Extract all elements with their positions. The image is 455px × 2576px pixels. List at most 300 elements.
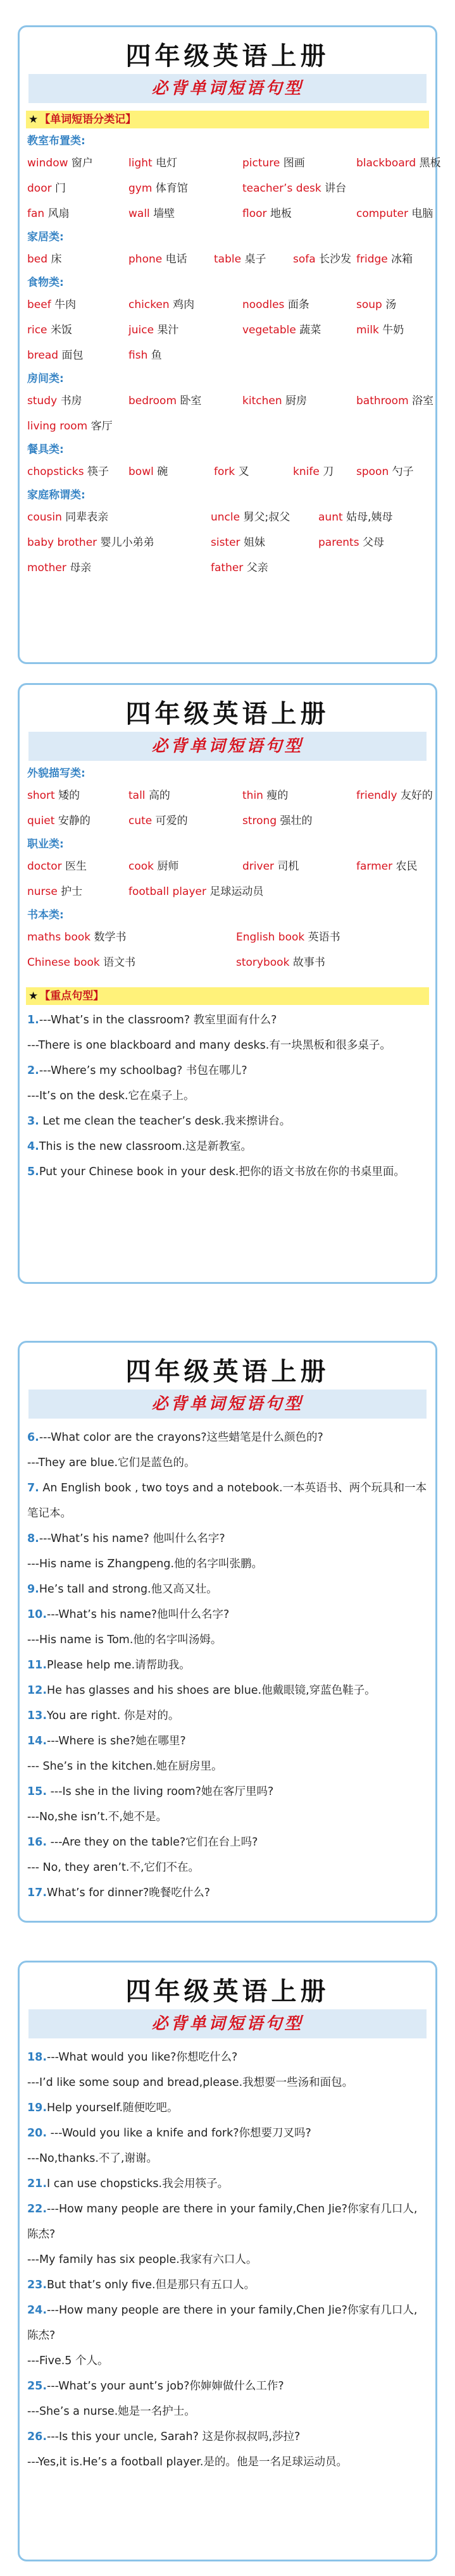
vocab-entry — [356, 462, 414, 478]
chinese-meaning: 叉 — [238, 465, 249, 478]
vocab-entry — [211, 533, 265, 549]
english-word: bathroom — [356, 395, 409, 407]
chinese-meaning: 高的 — [148, 789, 170, 802]
vocab-entry — [214, 462, 249, 478]
vocab-entry — [128, 346, 162, 362]
star-icon: ★ — [28, 990, 39, 1002]
category-list — [20, 766, 435, 973]
sentence-line — [27, 1678, 428, 1703]
english-word: cousin — [27, 511, 62, 524]
sentence-number: 1. — [27, 1014, 39, 1026]
sentence-text: I can use chopsticks.我会用筷子。 — [47, 2178, 229, 2190]
sentence-line — [27, 1703, 428, 1729]
english-word: cute — [128, 815, 153, 827]
vocab-entry — [211, 558, 268, 574]
english-word: friendly — [356, 789, 397, 802]
chinese-meaning: 勺子 — [392, 465, 414, 478]
english-word: light — [128, 157, 153, 169]
chinese-meaning: 强壮的 — [280, 815, 313, 827]
vocab-entry — [128, 179, 188, 195]
vocab-entry — [214, 250, 266, 266]
sentence-line — [27, 2171, 428, 2197]
english-word: sofa — [293, 253, 316, 266]
vocab-entry — [27, 882, 82, 898]
english-word: gym — [128, 182, 153, 195]
chinese-meaning: 父母 — [363, 536, 384, 549]
vocab-entry — [318, 533, 384, 549]
sentence-line — [27, 1880, 428, 1906]
star-icon: ★ — [28, 113, 39, 126]
vocab-row — [27, 341, 435, 366]
chinese-meaning: 蔬菜 — [299, 324, 321, 336]
vocab-entry — [356, 391, 433, 407]
sentence-text: ---She’s a nurse.她是一名护士。 — [27, 2405, 196, 2418]
english-word: cook — [128, 860, 154, 873]
sentence-line — [27, 1083, 428, 1109]
chinese-meaning: 门 — [55, 182, 66, 195]
vocab-entry — [211, 508, 290, 524]
sentence-text: But that’s only five.但是那只有五口人。 — [47, 2279, 256, 2291]
chinese-meaning: 面条 — [287, 299, 309, 311]
english-word: spoon — [356, 465, 389, 478]
sentence-line — [27, 2424, 428, 2450]
chinese-meaning: 婴儿小弟弟 — [100, 536, 154, 549]
chinese-meaning: 冰箱 — [391, 253, 413, 266]
chinese-meaning: 电话 — [165, 253, 187, 266]
chinese-meaning: 矮的 — [58, 789, 80, 802]
category-heading: 餐具类: — [27, 443, 64, 456]
chinese-meaning: 卧室 — [180, 395, 202, 407]
vocab-entry — [128, 391, 201, 407]
vocab-entry — [293, 462, 333, 478]
chinese-meaning: 书房 — [60, 395, 82, 407]
vocab-row — [27, 852, 435, 877]
english-word: vegetable — [242, 324, 296, 336]
english-word: picture — [242, 157, 280, 169]
chinese-meaning: 刀 — [323, 465, 334, 478]
category-heading: 食物类: — [27, 276, 64, 289]
english-word: fish — [128, 349, 148, 362]
sentence-line — [27, 1476, 428, 1526]
vocab-entry — [27, 533, 154, 549]
chinese-meaning: 筷子 — [87, 465, 109, 478]
chinese-meaning: 同辈表亲 — [65, 511, 109, 524]
page-subtitle: 必背单词短语句型 — [28, 1390, 427, 1419]
sentence-line — [27, 1779, 428, 1804]
chinese-meaning: 牛奶 — [382, 324, 404, 336]
sentence-line — [27, 1033, 428, 1058]
chinese-meaning: 体育馆 — [155, 182, 188, 195]
vocab-entry — [27, 558, 91, 574]
page-subtitle: 必背单词短语句型 — [28, 732, 427, 761]
sentence-list — [20, 2045, 435, 2475]
sentence-text: ---Where’s my schoolbag? 书包在哪儿? — [39, 1064, 247, 1077]
sentence-line — [27, 1804, 428, 1830]
vocab-entry — [236, 928, 340, 944]
sentence-number: 26. — [27, 2431, 47, 2443]
vocab-entry — [27, 154, 93, 169]
english-word: computer — [356, 207, 408, 220]
vocab-entry — [27, 179, 66, 195]
chinese-meaning: 护士 — [61, 885, 83, 898]
vocab-row — [27, 149, 441, 174]
sentence-number: 3. — [27, 1115, 39, 1128]
vocab-entry — [242, 857, 299, 873]
sentence-number: 23. — [27, 2279, 47, 2291]
vocab-entry — [318, 508, 392, 524]
vocab-entry — [356, 857, 418, 873]
sentence-number: 8. — [27, 1532, 39, 1545]
sentence-number: 18. — [27, 2051, 47, 2064]
chinese-meaning: 司机 — [277, 860, 299, 873]
vocab-entry — [356, 204, 433, 220]
english-word: aunt — [318, 511, 343, 524]
section-heading: ★ 【单词短语分类记】 — [26, 111, 429, 128]
sentence-number: 12. — [27, 1684, 47, 1697]
sentence-line — [27, 2374, 428, 2399]
vocab-entry — [27, 857, 87, 873]
vocab-entry — [27, 295, 76, 311]
vocab-entry — [27, 508, 108, 524]
english-word: parents — [318, 536, 359, 549]
category-heading: 教室布置类: — [27, 135, 85, 147]
vocab-row — [27, 316, 435, 341]
sentence-text: ---What color are the crayons?这些蜡笔是什么颜色的? — [39, 1431, 323, 1444]
sentence-text: ---Yes,it is.He’s a football player.是的。他是一名足球运动员。 — [27, 2456, 347, 2468]
sentence-number: 22. — [27, 2203, 47, 2215]
english-word: father — [211, 562, 244, 574]
english-word: beef — [27, 299, 51, 311]
chinese-meaning: 瘦的 — [266, 789, 289, 802]
sentence-text: This is the new classroom.这是新教室。 — [39, 1140, 252, 1153]
english-word: bowl — [128, 465, 154, 478]
vocab-entry — [128, 250, 187, 266]
sentence-number: 21. — [27, 2178, 47, 2190]
english-word: baby brother — [27, 536, 97, 549]
vocab-entry — [27, 953, 135, 969]
english-word: rice — [27, 324, 47, 336]
vocab-entry — [242, 391, 307, 407]
chinese-meaning: 汤 — [385, 299, 397, 311]
vocab-entry — [128, 321, 178, 336]
sentence-line — [27, 1109, 428, 1134]
chinese-meaning: 厨房 — [285, 395, 307, 407]
sentence-line — [27, 1058, 428, 1083]
vocab-row — [27, 948, 435, 973]
chinese-meaning: 碗 — [157, 465, 168, 478]
vocab-entry — [128, 295, 194, 311]
sentence-text: ---No,she isn’t.不,她不是。 — [27, 1811, 167, 1823]
page-title: 四年级英语上册 — [125, 1357, 330, 1386]
vocab-entry — [242, 811, 313, 827]
english-word: fridge — [356, 253, 388, 266]
chinese-meaning: 可爱的 — [155, 815, 188, 827]
chinese-meaning: 讲台 — [325, 182, 347, 195]
sentence-line — [27, 2247, 428, 2272]
card-sentences-3 — [18, 1341, 437, 1923]
sentence-text: What’s for dinner?晚餐吃什么? — [47, 1887, 211, 1899]
chinese-meaning: 长沙发 — [319, 253, 352, 266]
english-word: chicken — [128, 299, 170, 311]
english-word: door — [27, 182, 52, 195]
english-word: mother — [27, 562, 66, 574]
vocab-entry — [27, 462, 109, 478]
chinese-meaning: 桌子 — [244, 253, 266, 266]
sentence-line — [27, 1855, 428, 1880]
vocab-entry — [128, 882, 263, 898]
sentence-line — [27, 1450, 428, 1476]
vocab-row — [27, 386, 435, 412]
english-word: living room — [27, 420, 88, 433]
english-word: fan — [27, 207, 45, 220]
english-word: uncle — [211, 511, 240, 524]
chinese-meaning: 友好的 — [400, 789, 433, 802]
sentence-line — [27, 1425, 428, 1450]
sentence-number: 20. — [27, 2127, 47, 2140]
chinese-meaning: 床 — [51, 253, 62, 266]
vocab-entry — [356, 786, 433, 802]
vocab-row — [27, 781, 435, 806]
english-word: wall — [128, 207, 150, 220]
chinese-meaning: 果汁 — [157, 324, 179, 336]
chinese-meaning: 风扇 — [47, 207, 70, 220]
sentence-number: 15. — [27, 1785, 47, 1798]
sentence-text: ---Would you like a knife and fork?你想要刀叉吗? — [47, 2127, 311, 2140]
vocab-row — [27, 199, 435, 225]
vocab-entry — [128, 857, 178, 873]
sentence-number: 16. — [27, 1836, 47, 1849]
sentence-number: 14. — [27, 1735, 47, 1747]
sentence-text: He has glasses and his shoes are blue.他戴眼镜,穿蓝色鞋子。 — [47, 1684, 376, 1697]
english-word: doctor — [27, 860, 62, 873]
vocab-entry — [242, 786, 288, 802]
sentence-text: ---They are blue.它们是蓝色的。 — [27, 1457, 196, 1469]
vocab-entry — [128, 786, 170, 802]
chinese-meaning: 英语书 — [308, 931, 340, 944]
card-sentences-4 — [18, 1961, 437, 2561]
sentence-line — [27, 1602, 428, 1627]
sentence-line — [27, 1159, 428, 1185]
sentence-number: 25. — [27, 2380, 47, 2393]
sentence-number: 17. — [27, 1887, 47, 1899]
vocab-entry — [242, 295, 309, 311]
category-heading: 书本类: — [27, 909, 64, 921]
english-word: Chinese book — [27, 956, 100, 969]
vocab-entry — [242, 154, 305, 169]
sentence-text: ---His name is Zhangpeng.他的名字叫张鹏。 — [27, 1558, 263, 1570]
vocab-entry — [242, 321, 321, 336]
section-heading: ★ 【重点句型】 — [26, 987, 429, 1005]
english-word: tall — [128, 789, 146, 802]
vocab-entry — [128, 154, 177, 169]
sentence-text: ---How many people are there in your family,Chen Jie?你家有几口人,陈杰? — [27, 2203, 418, 2241]
sentence-number: 5. — [27, 1166, 39, 1178]
vocab-entry — [293, 250, 351, 266]
sentence-line — [27, 1830, 428, 1855]
english-word: storybook — [236, 956, 290, 969]
card-vocab-1 — [18, 25, 441, 664]
sentence-line — [27, 1008, 428, 1033]
sentence-list — [20, 1008, 435, 1185]
vocab-row — [27, 290, 435, 316]
vocab-entry — [242, 204, 292, 220]
english-word: strong — [242, 815, 277, 827]
vocab-row — [27, 503, 435, 528]
sentence-text: ---Are they on the table?它们在台上吗? — [47, 1836, 258, 1849]
chinese-meaning: 农民 — [396, 860, 418, 873]
sentence-text: ---Five.5 个人。 — [27, 2355, 109, 2367]
english-word: blackboard — [356, 157, 416, 169]
vocab-row — [27, 245, 435, 270]
category-heading: 房间类: — [27, 373, 64, 385]
sentence-number: 7. — [27, 1482, 39, 1494]
english-word: farmer — [356, 860, 393, 873]
vocab-row — [27, 553, 435, 579]
vocab-row — [27, 457, 435, 483]
sentence-line — [27, 1577, 428, 1602]
sentence-text: --- She’s in the kitchen.她在厨房里。 — [27, 1760, 223, 1773]
sentence-text: ---My family has six people.我家有六口人。 — [27, 2253, 258, 2266]
chinese-meaning: 舅父;叔父 — [243, 511, 290, 524]
sentence-line — [27, 2348, 428, 2374]
sentence-line — [27, 2450, 428, 2475]
sentence-text: ---Is she in the living room?她在客厅里吗? — [47, 1785, 274, 1798]
chinese-meaning: 米饭 — [50, 324, 72, 336]
english-word: juice — [128, 324, 154, 336]
chinese-meaning: 父亲 — [246, 562, 268, 574]
sentence-line — [27, 2045, 428, 2070]
vocab-row — [27, 877, 435, 903]
vocab-entry — [356, 321, 404, 336]
sentence-text: Put your Chinese book in your desk.把你的语文书放在你的书桌里面。 — [39, 1166, 405, 1178]
sentence-line — [27, 1134, 428, 1159]
category-heading: 外貌描写类: — [27, 767, 85, 780]
english-word: milk — [356, 324, 379, 336]
english-word: teacher’s desk — [242, 182, 321, 195]
sentence-text: ---What would you like?你想吃什么? — [47, 2051, 238, 2064]
sentence-line — [27, 2298, 428, 2348]
sentence-text: ---What’s his name?他叫什么名字? — [47, 1608, 230, 1621]
vocab-row — [27, 528, 435, 553]
chinese-meaning: 语文书 — [103, 956, 136, 969]
chinese-meaning: 图画 — [283, 157, 305, 169]
vocab-entry — [236, 953, 325, 969]
sentence-line — [27, 2399, 428, 2424]
vocab-entry — [128, 462, 168, 478]
vocab-entry — [27, 391, 82, 407]
english-word: thin — [242, 789, 263, 802]
chinese-meaning: 鱼 — [151, 349, 162, 362]
vocab-entry — [27, 786, 80, 802]
english-word: floor — [242, 207, 267, 220]
page-subtitle: 必背单词短语句型 — [28, 74, 427, 103]
vocab-entry — [128, 204, 175, 220]
sentence-text: ---I’d like some soup and bread,please.我想要一些汤和面包。 — [27, 2076, 354, 2089]
sentence-text: ---How many people are there in your family,Chen Jie?你家有几口人,陈杰? — [27, 2304, 418, 2342]
category-list — [20, 133, 441, 579]
english-word: bedroom — [128, 395, 177, 407]
sentence-text: You are right. 你是对的。 — [47, 1710, 180, 1722]
page-title: 四年级英语上册 — [125, 41, 330, 71]
sentence-number: 6. — [27, 1431, 39, 1444]
vocab-entry — [356, 250, 413, 266]
page-title: 四年级英语上册 — [125, 699, 330, 729]
card-vocab-2 — [18, 683, 437, 1284]
english-word: phone — [128, 253, 163, 266]
chinese-meaning: 电灯 — [156, 157, 178, 169]
sentence-number: 2. — [27, 1064, 39, 1077]
chinese-meaning: 牛肉 — [54, 299, 77, 311]
chinese-meaning: 电脑 — [411, 207, 433, 220]
sentence-text: ---It’s on the desk.它在桌子上。 — [27, 1090, 195, 1102]
english-word: chopsticks — [27, 465, 84, 478]
sentence-text: An English book , two toys and a notebook.一本英语书、两个玩具和一本笔记本。 — [27, 1482, 427, 1520]
english-word: sister — [211, 536, 240, 549]
page-subtitle: 必背单词短语句型 — [28, 2009, 427, 2038]
english-word: football player — [128, 885, 206, 898]
chinese-meaning: 黑板 — [419, 157, 441, 169]
vocab-entry — [242, 179, 346, 195]
vocab-entry — [27, 321, 72, 336]
sentence-text: ---Where is she?她在哪里? — [47, 1735, 186, 1747]
vocab-row — [27, 923, 435, 948]
sentence-number: 24. — [27, 2304, 47, 2317]
chinese-meaning: 安静的 — [58, 815, 90, 827]
chinese-meaning: 数学书 — [94, 931, 127, 944]
chinese-meaning: 窗户 — [71, 157, 93, 169]
vocab-entry — [27, 928, 127, 944]
sentence-line — [27, 2121, 428, 2146]
sentence-line — [27, 1551, 428, 1577]
chinese-meaning: 厨师 — [157, 860, 179, 873]
sentence-number: 19. — [27, 2102, 47, 2114]
chinese-meaning: 医生 — [65, 860, 87, 873]
sentence-text: Help yourself.随便吃吧。 — [47, 2102, 178, 2114]
sentence-line — [27, 1653, 428, 1678]
english-word: window — [27, 157, 68, 169]
sentence-line — [27, 1526, 428, 1551]
sentence-text: ---There is one blackboard and many desks.有一块黑板和很多桌子。 — [27, 1039, 391, 1052]
sentence-text: ---What’s his name? 他叫什么名字? — [39, 1532, 225, 1545]
category-heading: 家居类: — [27, 231, 64, 243]
english-word: driver — [242, 860, 275, 873]
english-word: table — [214, 253, 242, 266]
vocab-entry — [27, 250, 61, 266]
sentence-line — [27, 2095, 428, 2121]
sentence-text: ---What’s your aunt’s job?你婶婶做什么工作? — [47, 2380, 284, 2393]
chinese-meaning: 墙壁 — [153, 207, 175, 220]
sentence-line — [27, 2272, 428, 2298]
vocab-entry — [27, 417, 113, 433]
sentence-line — [27, 2070, 428, 2095]
english-word: nurse — [27, 885, 58, 898]
english-word: English book — [236, 931, 305, 944]
sentence-number: 9. — [27, 1583, 39, 1596]
sentence-text: --- No, they aren’t.不,它们不在。 — [27, 1861, 200, 1874]
chinese-meaning: 姐妹 — [243, 536, 265, 549]
english-word: bed — [27, 253, 48, 266]
sentence-line — [27, 2146, 428, 2171]
vocab-row — [27, 174, 435, 199]
sentence-line — [27, 1754, 428, 1779]
english-word: kitchen — [242, 395, 282, 407]
english-word: study — [27, 395, 58, 407]
sentence-text: ---His name is Tom.他的名字叫汤姆。 — [27, 1634, 222, 1646]
english-word: short — [27, 789, 55, 802]
vocab-row — [27, 412, 435, 437]
chinese-meaning: 客厅 — [90, 420, 113, 433]
sentence-number: 13. — [27, 1710, 47, 1722]
